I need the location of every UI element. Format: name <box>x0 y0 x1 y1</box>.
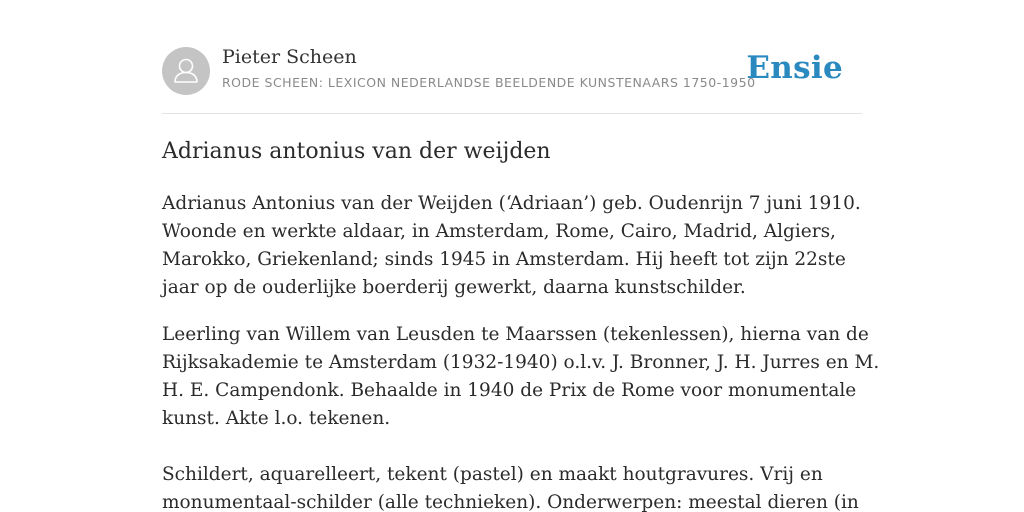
article-paragraph: Schildert, aquarelleert, tekent (pastel) en maakt houtgravures. Vrij en monumentaal-schilder (alle technieken). Onderwerpen: meestal dieren (in <box>162 464 859 512</box>
author-name[interactable]: Pieter Scheen <box>222 46 357 68</box>
article-header <box>162 0 862 114</box>
user-icon <box>162 47 210 95</box>
source-title[interactable]: RODE SCHEEN: LEXICON NEDERLANDSE BEELDENDE KUNSTENAARS 1750-1950 <box>222 75 756 90</box>
article-paragraph: Leerling van Willem van Leusden te Maarssen (tekenlessen), hierna van de Rijksakademie te Amsterdam (1932-1940) o.l.v. J. Bronner, J. H. Jurres en M. H. E. Campendonk. Behaalde in 1940 de Prix de Rome voor monumentale kunst. Akte l.o. tekenen. <box>162 324 880 429</box>
article-paragraph: Adrianus Antonius van der Weijden (‘Adriaan’) geb. Oudenrijn 7 juni 1910. Woonde en werkte aldaar, in Amsterdam, Rome, Cairo, Madrid, Algiers, Marokko, Griekenland; sinds 1945 in Amsterdam. Hij heeft tot zijn 22ste jaar op de ouderlijke boerderij gewerkt, daarna kunstschilder. <box>162 193 861 298</box>
article-card <box>162 0 880 512</box>
avatar[interactable] <box>162 47 210 95</box>
ensie-logo[interactable]: Ensie <box>746 50 843 86</box>
article-title: Adrianus antonius van der weijden <box>162 139 551 164</box>
